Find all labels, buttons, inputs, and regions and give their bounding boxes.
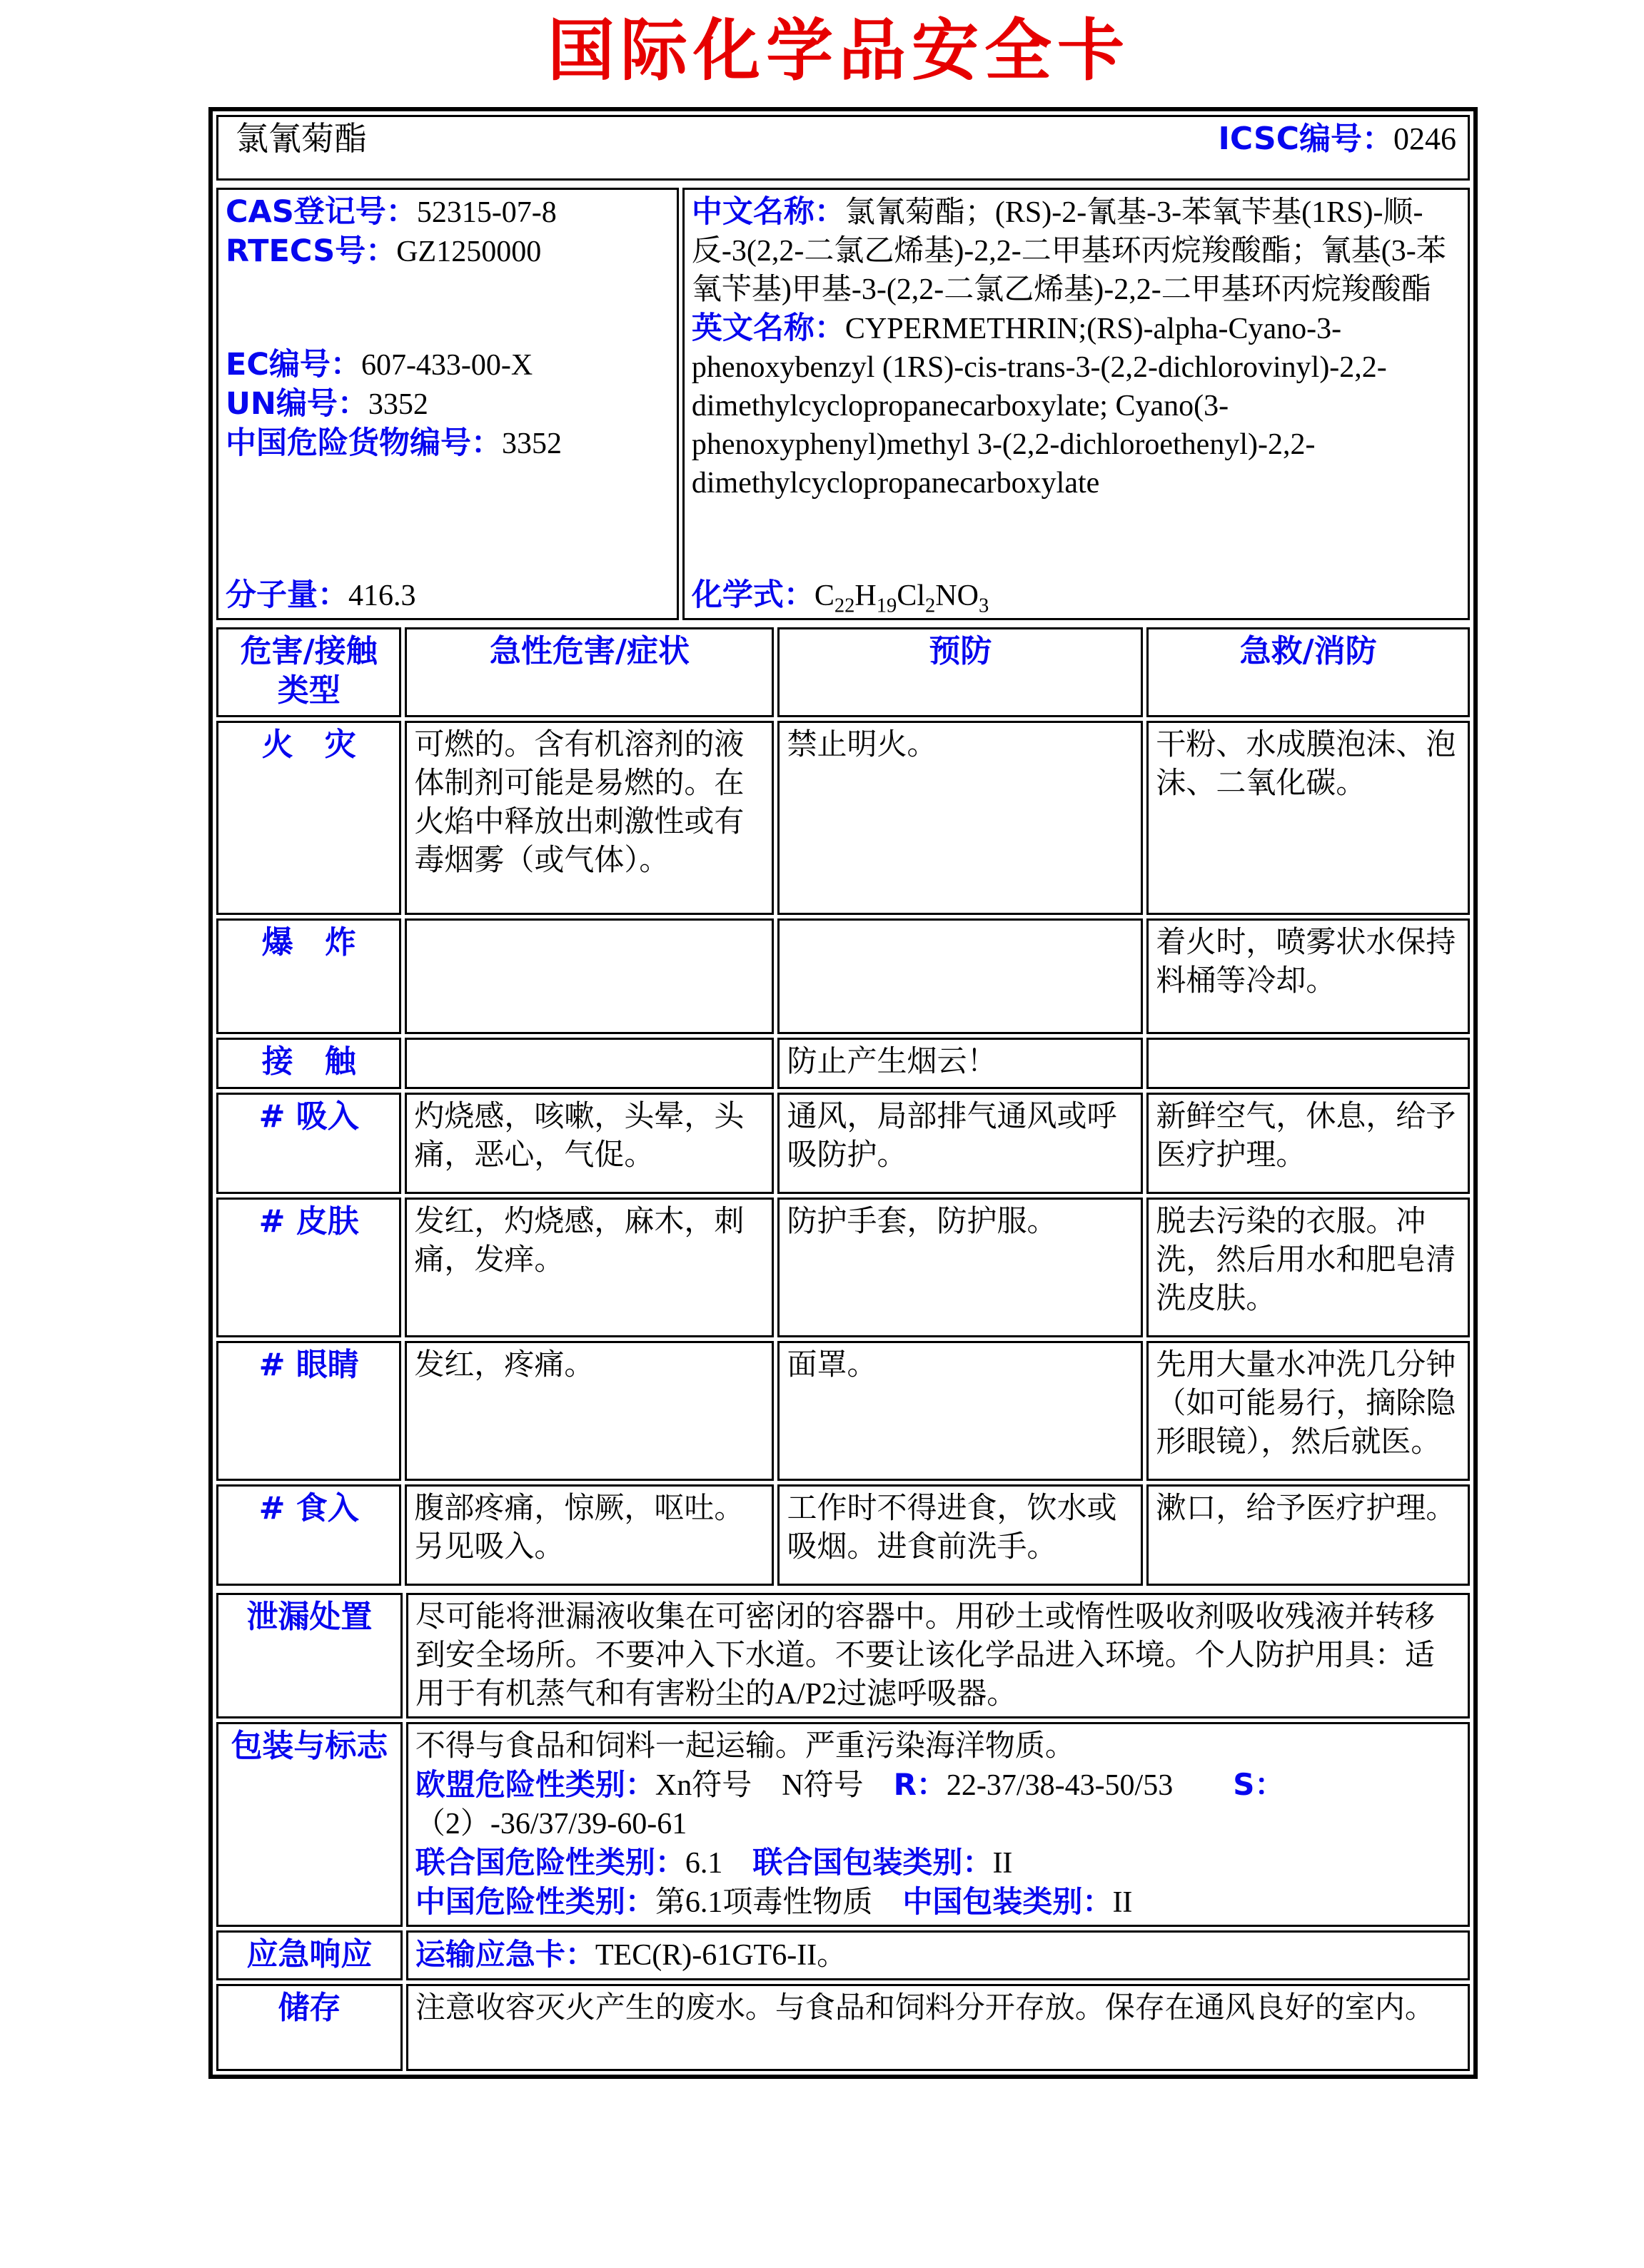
names-cell xyxy=(682,188,1470,620)
china-dg-number xyxy=(226,424,670,463)
contact-prevention: 防止产生烟云！ xyxy=(777,1038,1143,1089)
header-firstaid-firefighting: 急救/消防 xyxy=(1146,627,1470,717)
emergency-response-label: 应急响应 xyxy=(216,1930,403,1980)
english-name-label: 英文名称： xyxy=(691,310,845,346)
inhalation-prevention: 通风，局部排气通风或呼吸防护。 xyxy=(777,1093,1143,1194)
cas-label: CAS登记号： xyxy=(226,194,417,230)
fire-response: 干粉、水成膜泡沫、泡沫、二氧化碳。 xyxy=(1146,721,1470,915)
emergency-response-content xyxy=(406,1930,1470,1980)
name-cell xyxy=(216,115,1470,181)
explosion-label: 爆 炸 xyxy=(216,918,401,1034)
eu-classification: 欧盟危险性类别：Xn符号 N符号 R：22-37/38-43-50/53 S： xyxy=(415,1767,1285,1802)
hazard-header-row xyxy=(216,627,1470,717)
transport-note: 不得与食品和饲料一起运输。严重污染海洋物质。 xyxy=(415,1730,1075,1763)
ec-number xyxy=(226,345,670,385)
explosion-symptoms xyxy=(405,918,774,1034)
skin-prevention: 防护手套，防护服。 xyxy=(777,1198,1143,1337)
icsc-number xyxy=(1219,120,1461,158)
explosion-response: 着火时，喷雾状水保持料桶等冷却。 xyxy=(1146,918,1470,1034)
ingestion-label: # 食入 xyxy=(216,1484,401,1586)
english-name-value: CYPERMETHRIN;(RS)-alpha-Cyano-3-phenoxybenzyl (1RS)-cis-trans-3-(2,2-dichlorovinyl)-2,2-dimethylcyclopropanecarboxylate; Cyano(3-phenoxyphenyl)methyl 3-(2,2-dichloroethenyl)-2,2-dimethylcyclopropanecarboxylate xyxy=(691,313,1387,500)
un-value: 3352 xyxy=(368,388,428,421)
un-classification: 联合国危险性类别：6.1 联合国包装类别：II xyxy=(415,1845,1013,1880)
rtecs-label: RTECS号： xyxy=(226,233,397,269)
storage-label: 储存 xyxy=(216,1984,403,2071)
header-symptoms: 急性危害/症状 xyxy=(405,627,774,717)
emergency-response-row xyxy=(216,1930,1470,1980)
china-dg-value: 3352 xyxy=(502,427,562,460)
inhalation-symptoms: 灼烧感，咳嗽，头晕，头痛，恶心，气促。 xyxy=(405,1093,774,1194)
header-prevention: 预防 xyxy=(777,627,1143,717)
contact-label: 接 触 xyxy=(216,1038,401,1089)
storage-row xyxy=(216,1984,1470,2071)
hazard-row-ingestion xyxy=(216,1484,1470,1586)
rtecs-number xyxy=(226,232,670,271)
packaging-labeling-row xyxy=(216,1722,1470,1927)
cas-number xyxy=(226,193,670,232)
contact-response xyxy=(1146,1038,1470,1089)
explosion-prevention xyxy=(777,918,1143,1034)
eyes-prevention: 面罩。 xyxy=(777,1341,1143,1481)
inhalation-response: 新鲜空气，休息，给予医疗护理。 xyxy=(1146,1093,1470,1194)
formula-line xyxy=(692,576,1461,615)
hazard-row-inhalation xyxy=(216,1093,1470,1194)
eyes-symptoms: 发红，疼痛。 xyxy=(405,1341,774,1481)
molecular-weight-value: 416.3 xyxy=(348,579,416,612)
ec-value: 607-433-00-X xyxy=(360,349,533,382)
inhalation-label: # 吸入 xyxy=(216,1093,401,1194)
icsc-label: ICSC编号： xyxy=(1218,121,1393,157)
packaging-labeling-label: 包装与标志 xyxy=(216,1722,403,1927)
transport-card-value: TEC(R)-61GT6-II。 xyxy=(595,1939,847,1972)
ingestion-symptoms: 腹部疼痛，惊厥，呕吐。另见吸入。 xyxy=(405,1484,774,1586)
skin-response: 脱去污染的衣服。冲洗，然后用水和肥皂清洗皮肤。 xyxy=(1146,1198,1470,1337)
un-label: UN编号： xyxy=(226,386,368,422)
spill-disposal-row xyxy=(216,1593,1470,1718)
china-dg-label: 中国危险货物编号： xyxy=(226,425,502,461)
formula-label: 化学式： xyxy=(691,577,815,613)
s-phrases: （2）-36/37/39-60-61 xyxy=(415,1808,687,1841)
hazard-row-eyes xyxy=(216,1341,1470,1481)
bottom-sections xyxy=(213,1589,1473,2075)
page-title: 国际化学品安全卡 xyxy=(547,11,1130,90)
fire-symptoms: 可燃的。含有机溶剂的液体制剂可能是易燃的。在火焰中释放出刺激性或有毒烟雾（或气体）。 xyxy=(405,721,774,915)
hazard-row-skin xyxy=(216,1198,1470,1337)
skin-label: # 皮肤 xyxy=(216,1198,401,1337)
spill-disposal-label: 泄漏处置 xyxy=(216,1593,403,1718)
ingestion-prevention: 工作时不得进食，饮水或吸烟。进食前洗手。 xyxy=(777,1484,1143,1586)
contact-symptoms xyxy=(405,1038,774,1089)
eyes-response: 先用大量水冲洗几分钟（如可能易行，摘除隐形眼镜），然后就医。 xyxy=(1146,1341,1470,1481)
molecular-weight xyxy=(226,576,670,615)
safety-card xyxy=(208,107,1478,2079)
packaging-labeling-content xyxy=(406,1722,1470,1927)
chemical-name: 氯氰菊酯 xyxy=(236,121,367,157)
fire-label: 火 灾 xyxy=(216,721,401,915)
chinese-name-value: 氯氰菊酯；(RS)-2-氰基-3-苯氧苄基(1RS)-顺-反-3(2,2-二氯乙烯基)-2,2-二甲基环丙烷羧酸酯；氰基(3-苯氧苄基)甲基-3-(2,2-二氯乙烯基)-2,2-二甲基环丙烷羧酸酯 xyxy=(691,196,1446,306)
molecular-weight-label: 分子量： xyxy=(226,577,348,613)
skin-symptoms: 发红，灼烧感，麻木，刺痛，发痒。 xyxy=(405,1198,774,1337)
icsc-value: 0246 xyxy=(1393,121,1456,156)
cas-value: 52315-07-8 xyxy=(416,196,557,229)
name-section xyxy=(213,111,1473,184)
china-classification: 中国危险性类别：第6.1项毒性物质 中国包装类别：II xyxy=(415,1884,1133,1919)
chinese-name xyxy=(692,193,1461,309)
ec-label: EC编号： xyxy=(226,347,361,383)
chemical-formula: $C_{22}H_{19}Cl_2NO_3$ xyxy=(814,579,989,617)
un-number xyxy=(226,385,670,424)
fire-prevention: 禁止明火。 xyxy=(777,721,1143,915)
eyes-label: # 眼睛 xyxy=(216,1341,401,1481)
header-hazard-type: 危害/接触类型 xyxy=(216,627,401,717)
hazard-row-contact xyxy=(216,1038,1470,1089)
rtecs-value: GZ1250000 xyxy=(396,236,542,268)
english-name xyxy=(692,309,1461,502)
hazard-row-fire xyxy=(216,721,1470,915)
identifiers-cell xyxy=(216,188,679,620)
hazard-row-explosion xyxy=(216,918,1470,1034)
identifier-section xyxy=(213,184,1473,624)
hazard-table xyxy=(213,624,1473,1589)
storage-text: 注意收容灭火产生的废水。与食品和饲料分开存放。保存在通风良好的室内。 xyxy=(406,1984,1470,2071)
transport-card-label: 运输应急卡： xyxy=(415,1937,595,1972)
ingestion-response: 漱口，给予医疗护理。 xyxy=(1146,1484,1470,1586)
spill-disposal-text: 尽可能将泄漏液收集在可密闭的容器中。用砂土或惰性吸收剂吸收残液并转移到安全场所。不要冲入下水道。不要让该化学品进入环境。个人防护用具：适用于有机蒸气和有害粉尘的A/P2过滤呼吸器。 xyxy=(406,1593,1470,1718)
chinese-name-label: 中文名称： xyxy=(691,194,845,230)
